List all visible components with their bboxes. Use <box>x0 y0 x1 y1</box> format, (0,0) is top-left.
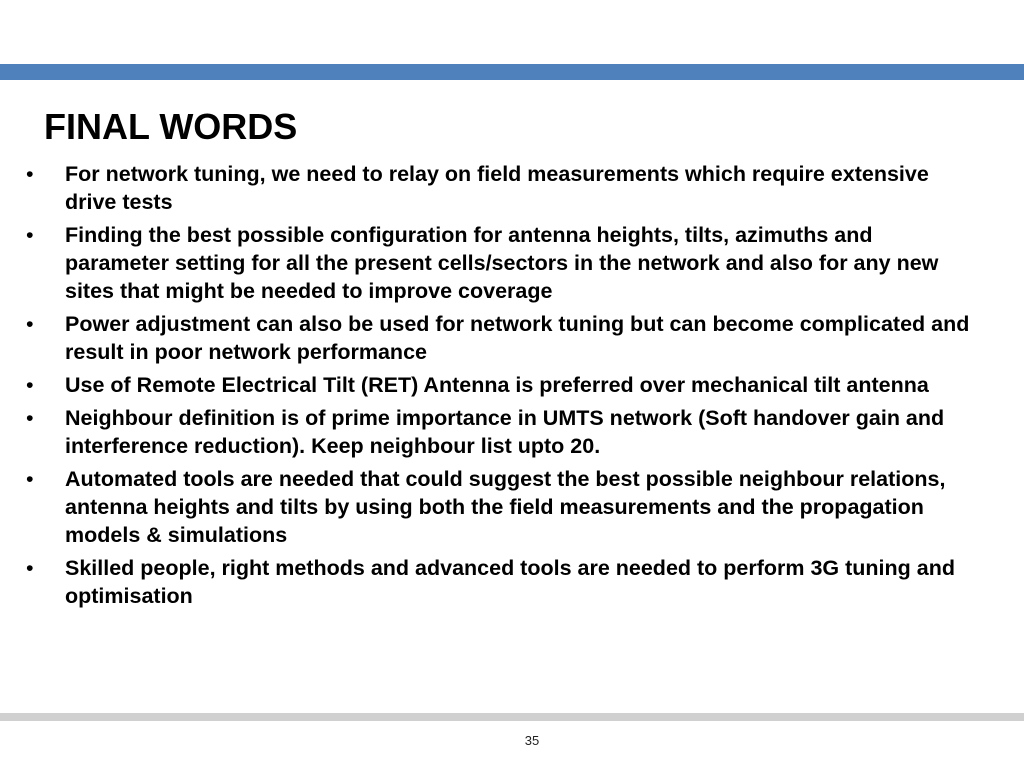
slide-title: FINAL WORDS <box>44 106 298 147</box>
footer-bar <box>0 713 1024 721</box>
bullet-item <box>20 371 970 399</box>
bullet-icon: • <box>26 162 34 186</box>
header-accent-bar <box>0 64 1024 80</box>
bullet-text: Power adjustment can also be used for network tuning but can become complicated and result in poor network performance <box>65 312 970 364</box>
bullet-icon: • <box>26 223 34 247</box>
bullet-icon: • <box>26 556 34 580</box>
bullet-icon: • <box>26 467 34 491</box>
page-number: 35 <box>524 733 540 748</box>
bullet-text: Automated tools are needed that could suggest the best possible neighbour relations, antenna heights and tilts by using both the field measurements and the propagation models & simulations <box>65 467 946 547</box>
bullet-item <box>20 310 970 366</box>
bullet-item <box>20 465 970 549</box>
bullet-item <box>20 404 970 460</box>
bullet-text: Finding the best possible configuration for antenna heights, tilts, azimuths and parameter setting for all the present cells/sectors in the network and also for any new sites that might be needed to improve coverage <box>65 223 939 303</box>
bullet-text: For network tuning, we need to relay on field measurements which require extensive drive tests <box>65 162 929 214</box>
bullet-text: Skilled people, right methods and advanced tools are needed to perform 3G tuning and optimisation <box>65 556 955 608</box>
bullet-list <box>20 160 970 615</box>
bullet-item <box>20 554 970 610</box>
bullet-icon: • <box>26 373 34 397</box>
bullet-icon: • <box>26 312 34 336</box>
bullet-icon: • <box>26 406 34 430</box>
bullet-text: Neighbour definition is of prime importance in UMTS network (Soft handover gain and interference reduction). Keep neighbour list upto 20. <box>65 406 945 458</box>
bullet-text: Use of Remote Electrical Tilt (RET) Antenna is preferred over mechanical tilt antenna <box>65 373 929 397</box>
bullet-item <box>20 160 970 216</box>
bullet-item <box>20 221 970 305</box>
